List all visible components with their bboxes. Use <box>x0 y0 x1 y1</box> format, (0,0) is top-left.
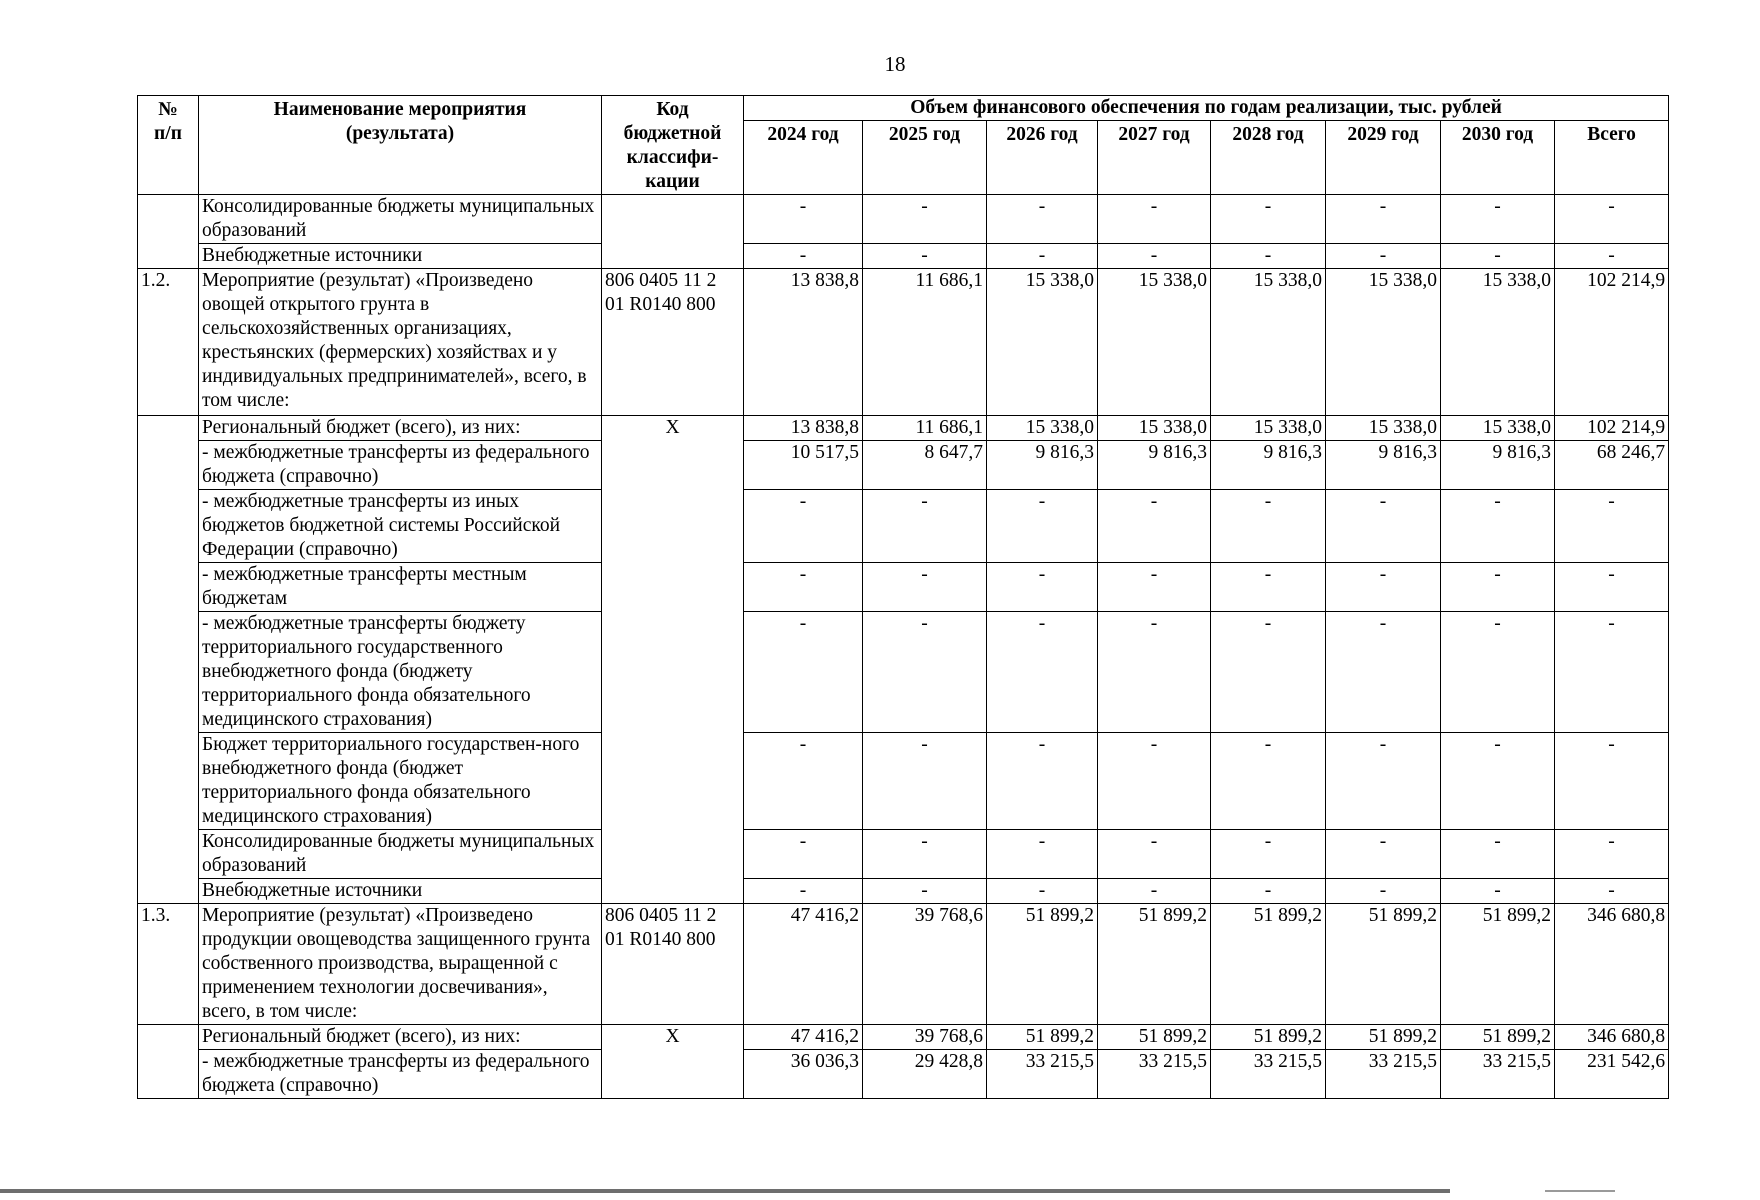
row-name: - межбюджетные трансферты из федерального бюджета (справочно) <box>199 441 602 490</box>
total-value: 231 542,6 <box>1555 1050 1669 1099</box>
year-value: - <box>863 830 987 879</box>
year-value: - <box>1326 879 1441 904</box>
total-value: 102 214,9 <box>1555 416 1669 441</box>
year-value: - <box>863 563 987 612</box>
year-value: 11 686,1 <box>863 416 987 441</box>
year-value: - <box>1441 879 1555 904</box>
year-value: - <box>1211 830 1326 879</box>
year-value: - <box>1441 490 1555 563</box>
table-body <box>138 195 1669 1099</box>
year-value: - <box>863 612 987 733</box>
year-value: 47 416,2 <box>744 904 863 1025</box>
year-value: - <box>1211 879 1326 904</box>
row-name: Мероприятие (результат) «Произведено овощей открытого грунта в сельскохозяйственных организациях, крестьянских (фермерских) хозяйствах и у индивидуальных предпринимателей», всего, в том числе: <box>199 269 602 416</box>
header-code: Код бюджетной классифи- кации <box>602 96 744 195</box>
year-value: 51 899,2 <box>1211 1025 1326 1050</box>
table-row <box>138 612 1669 733</box>
year-value: - <box>987 490 1098 563</box>
page-number: 18 <box>884 52 906 76</box>
year-value: 15 338,0 <box>987 269 1098 416</box>
year-value: - <box>1211 563 1326 612</box>
year-value: 29 428,8 <box>863 1050 987 1099</box>
header-year: 2029 год <box>1326 121 1441 195</box>
year-value: 33 215,5 <box>987 1050 1098 1099</box>
year-value: - <box>1326 612 1441 733</box>
row-name: Региональный бюджет (всего), из них: <box>199 416 602 441</box>
year-value: - <box>1098 830 1211 879</box>
year-value: 33 215,5 <box>1211 1050 1326 1099</box>
total-value: 346 680,8 <box>1555 904 1669 1025</box>
total-value: - <box>1555 195 1669 244</box>
year-value: - <box>1098 563 1211 612</box>
table-row <box>138 441 1669 490</box>
year-value: - <box>987 195 1098 244</box>
year-value: - <box>1098 879 1211 904</box>
year-value: 15 338,0 <box>1326 416 1441 441</box>
year-value: 47 416,2 <box>744 1025 863 1050</box>
year-value: 9 816,3 <box>1211 441 1326 490</box>
table-row <box>138 904 1669 1025</box>
budget-code: Х <box>602 416 744 904</box>
year-value: 9 816,3 <box>1441 441 1555 490</box>
year-value: - <box>744 490 863 563</box>
year-value: 39 768,6 <box>863 1025 987 1050</box>
year-value: - <box>1211 195 1326 244</box>
row-index <box>138 416 199 904</box>
year-value: - <box>863 490 987 563</box>
year-value: - <box>1326 830 1441 879</box>
year-value: - <box>1326 244 1441 269</box>
year-value: - <box>1326 733 1441 830</box>
year-value: - <box>1441 244 1555 269</box>
header-year: 2027 год <box>1098 121 1211 195</box>
row-name: Консолидированные бюджеты муниципальных образований <box>199 830 602 879</box>
table-row <box>138 879 1669 904</box>
row-index <box>138 1025 199 1099</box>
scan-bottom-rule <box>1545 1190 1615 1192</box>
year-value: - <box>744 244 863 269</box>
table-row <box>138 269 1669 416</box>
year-value: - <box>987 733 1098 830</box>
year-value: - <box>987 563 1098 612</box>
row-index <box>138 195 199 269</box>
table-row <box>138 195 1669 244</box>
year-value: - <box>1441 612 1555 733</box>
header-year: 2025 год <box>863 121 987 195</box>
header-name: Наименование мероприятия (результата) <box>199 96 602 195</box>
total-value: - <box>1555 733 1669 830</box>
year-value: 39 768,6 <box>863 904 987 1025</box>
budget-code: Х <box>602 1025 744 1099</box>
year-value: - <box>744 612 863 733</box>
year-value: - <box>744 195 863 244</box>
table-row <box>138 1050 1669 1099</box>
year-value: 36 036,3 <box>744 1050 863 1099</box>
year-value: - <box>744 879 863 904</box>
header-num: № п/п <box>138 96 199 195</box>
total-value: - <box>1555 612 1669 733</box>
year-value: - <box>863 879 987 904</box>
year-value: - <box>1098 612 1211 733</box>
year-value: 13 838,8 <box>744 269 863 416</box>
year-value: - <box>863 244 987 269</box>
year-value: 13 838,8 <box>744 416 863 441</box>
table-row <box>138 733 1669 830</box>
total-value: - <box>1555 879 1669 904</box>
year-value: 15 338,0 <box>1326 269 1441 416</box>
year-value: - <box>744 563 863 612</box>
year-value: 15 338,0 <box>1441 269 1555 416</box>
scan-bottom-rule <box>0 1189 1450 1193</box>
budget-code: 806 0405 11 2 01 R0140 800 <box>602 904 744 1025</box>
year-value: - <box>863 733 987 830</box>
year-value: - <box>744 733 863 830</box>
year-value: 51 899,2 <box>1441 1025 1555 1050</box>
row-name: - межбюджетные трансферты из федерального бюджета (справочно) <box>199 1050 602 1099</box>
year-value: - <box>1326 563 1441 612</box>
year-value: - <box>1098 490 1211 563</box>
table-row <box>138 563 1669 612</box>
year-value: 10 517,5 <box>744 441 863 490</box>
row-name: Региональный бюджет (всего), из них: <box>199 1025 602 1050</box>
row-name: - межбюджетные трансферты бюджету территориального государственного внебюджетного фонда (бюджету территориального фонда обязательного медицинского страхования) <box>199 612 602 733</box>
table-row <box>138 244 1669 269</box>
year-value: 9 816,3 <box>1326 441 1441 490</box>
budget-code: 806 0405 11 2 01 R0140 800 <box>602 269 744 416</box>
row-name: Мероприятие (результат) «Произведено продукции овощеводства защищенного грунта собственного производства, выращенной с применением технологии досвечивания», всего, в том числе: <box>199 904 602 1025</box>
table-row <box>138 1025 1669 1050</box>
year-value: - <box>1441 563 1555 612</box>
year-value: - <box>1441 733 1555 830</box>
year-value: 15 338,0 <box>1211 269 1326 416</box>
row-name: Бюджет территориального государствен-ного внебюджетного фонда (бюджет территориального фонда обязательного медицинского страхования) <box>199 733 602 830</box>
year-value: - <box>1211 244 1326 269</box>
year-value: 15 338,0 <box>1211 416 1326 441</box>
financing-table <box>137 95 1669 1099</box>
year-value: - <box>1441 830 1555 879</box>
year-value: - <box>987 879 1098 904</box>
total-value: 346 680,8 <box>1555 1025 1669 1050</box>
header-year: 2026 год <box>987 121 1098 195</box>
year-value: - <box>987 830 1098 879</box>
year-value: - <box>1098 195 1211 244</box>
year-value: - <box>1211 733 1326 830</box>
row-name: Внебюджетные источники <box>199 879 602 904</box>
total-value: 102 214,9 <box>1555 269 1669 416</box>
header-year: 2028 год <box>1211 121 1326 195</box>
year-value: 51 899,2 <box>1441 904 1555 1025</box>
header-financing-group: Объем финансового обеспечения по годам реализации, тыс. рублей <box>744 96 1669 121</box>
table-header <box>138 96 1669 195</box>
year-value: 33 215,5 <box>1098 1050 1211 1099</box>
year-value: 15 338,0 <box>987 416 1098 441</box>
row-name: - межбюджетные трансферты из иных бюджетов бюджетной системы Российской Федерации (справочно) <box>199 490 602 563</box>
year-value: - <box>1211 490 1326 563</box>
year-value: 51 899,2 <box>1326 1025 1441 1050</box>
year-value: 15 338,0 <box>1098 416 1211 441</box>
year-value: 15 338,0 <box>1441 416 1555 441</box>
year-value: 51 899,2 <box>1098 1025 1211 1050</box>
table-row <box>138 490 1669 563</box>
header-year: 2030 год <box>1441 121 1555 195</box>
year-value: 15 338,0 <box>1098 269 1211 416</box>
total-value: - <box>1555 490 1669 563</box>
row-name: - межбюджетные трансферты местным бюджетам <box>199 563 602 612</box>
year-value: - <box>1441 195 1555 244</box>
table-row <box>138 416 1669 441</box>
total-value: - <box>1555 244 1669 269</box>
year-value: 11 686,1 <box>863 269 987 416</box>
table-row <box>138 830 1669 879</box>
year-value: 33 215,5 <box>1326 1050 1441 1099</box>
row-name: Консолидированные бюджеты муниципальных образований <box>199 195 602 244</box>
row-index: 1.3. <box>138 904 199 1025</box>
total-value: 68 246,7 <box>1555 441 1669 490</box>
year-value: 33 215,5 <box>1441 1050 1555 1099</box>
header-total: Всего <box>1555 121 1669 195</box>
year-value: - <box>744 830 863 879</box>
year-value: 51 899,2 <box>987 904 1098 1025</box>
year-value: - <box>1326 195 1441 244</box>
row-index: 1.2. <box>138 269 199 416</box>
year-value: - <box>863 195 987 244</box>
total-value: - <box>1555 830 1669 879</box>
year-value: 9 816,3 <box>1098 441 1211 490</box>
year-value: - <box>1326 490 1441 563</box>
year-value: 51 899,2 <box>1098 904 1211 1025</box>
year-value: - <box>987 244 1098 269</box>
year-value: - <box>1211 612 1326 733</box>
year-value: 51 899,2 <box>987 1025 1098 1050</box>
header-year: 2024 год <box>744 121 863 195</box>
year-value: 51 899,2 <box>1326 904 1441 1025</box>
budget-code <box>602 195 744 269</box>
year-value: 8 647,7 <box>863 441 987 490</box>
year-value: 51 899,2 <box>1211 904 1326 1025</box>
row-name: Внебюджетные источники <box>199 244 602 269</box>
year-value: - <box>1098 244 1211 269</box>
year-value: - <box>987 612 1098 733</box>
total-value: - <box>1555 563 1669 612</box>
year-value: - <box>1098 733 1211 830</box>
year-value: 9 816,3 <box>987 441 1098 490</box>
